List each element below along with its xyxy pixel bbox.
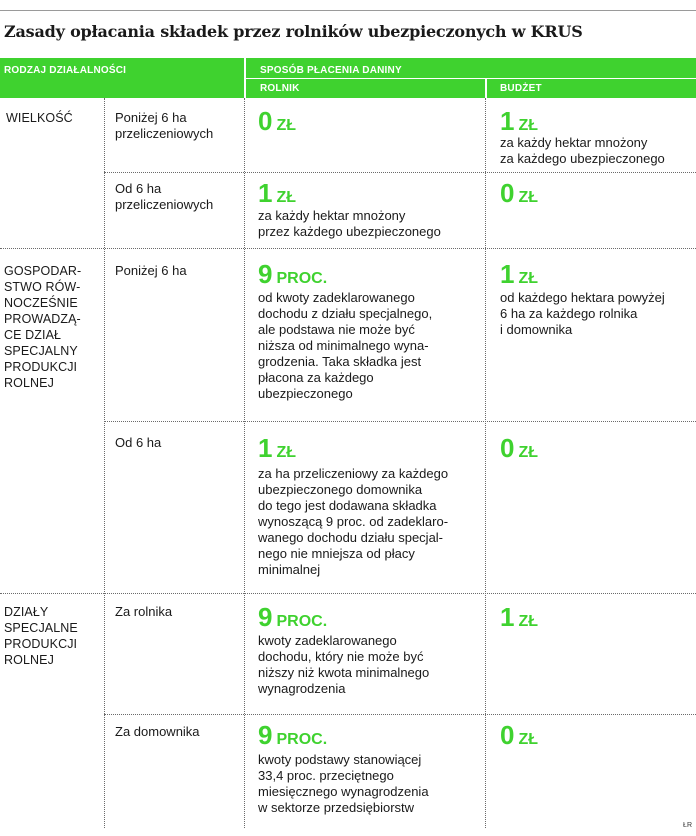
column-divider	[104, 98, 105, 828]
category-label: WIELKOŚĆ	[6, 111, 73, 125]
farmer-amount: 9 PROC.	[258, 259, 328, 289]
header-divider	[485, 78, 487, 98]
header-divider	[246, 78, 696, 79]
category-label: DZIAŁY SPECJALNE PRODUKCJI ROLNEJ	[4, 605, 78, 667]
header-budget: BUDŻET	[500, 83, 542, 94]
budget-amount: 1 ZŁ	[500, 106, 539, 136]
budget-amount: 0 ZŁ	[500, 433, 539, 463]
subcategory-label: Od 6 ha przeliczeniowych	[115, 181, 214, 212]
farmer-amount: 9 PROC.	[258, 720, 328, 750]
budget-amount: 0 ZŁ	[500, 720, 539, 750]
farmer-amount: 1 ZŁ	[258, 433, 297, 463]
header-activity: RODZAJ DZIAŁALNOŚCI	[4, 65, 127, 76]
subcategory-label: Za domownika	[115, 724, 200, 739]
page-title: Zasady opłacania składek przez rolników ubezpieczonych w KRUS	[4, 22, 583, 41]
farmer-description: kwoty podstawy stanowiącej 33,4 proc. przeciętnego miesięcznego wynagrodzenia w sektorze przedsiębiorstw	[258, 752, 429, 815]
budget-description: od każdego hektara powyżej 6 ha za każdego rolnika i domownika	[500, 290, 665, 337]
header-farmer: ROLNIK	[260, 83, 300, 94]
farmer-amount: 9 PROC.	[258, 602, 328, 632]
row-divider	[104, 714, 696, 715]
budget-description: za każdy hektar mnożony za każdego ubezpieczonego	[500, 135, 665, 166]
budget-amount: 1 ZŁ	[500, 602, 539, 632]
budget-amount: 1 ZŁ	[500, 259, 539, 289]
subcategory-label: Od 6 ha	[115, 435, 162, 450]
top-rule	[0, 10, 696, 11]
row-divider	[104, 172, 696, 173]
farmer-description: za ha przeliczeniowy za każdego ubezpieczonego domownika do tego jest dodawana składka wynoszącą 9 proc. od zadeklaro- wanego dochodu działu specjal- nego nie mniejsza od płacy minimalnej	[258, 466, 449, 577]
farmer-description: kwoty zadeklarowanego dochodu, który nie może być niższy niż kwota minimalnego wynagrodzenia	[258, 633, 430, 696]
subcategory-label: Za rolnika	[115, 604, 173, 619]
farmer-amount: 1 ZŁ	[258, 178, 297, 208]
row-divider	[0, 248, 696, 249]
farmer-description: od kwoty zadeklarowanego dochodu z działu specjalnego, ale podstawa nie może być niższa od minimalnego wyna- grodzenia. Taka składka jest płacona za każdego ubezpieczonego	[258, 290, 433, 401]
header-payment: SPOSÓB PŁACENIA DANINY	[260, 65, 402, 76]
credit: ŁR	[683, 822, 692, 829]
farmer-description: za każdy hektar mnożony przez każdego ubezpieczonego	[258, 208, 441, 239]
column-divider	[485, 98, 486, 828]
budget-amount: 0 ZŁ	[500, 178, 539, 208]
subcategory-label: Poniżej 6 ha	[115, 263, 187, 278]
row-divider	[104, 421, 696, 422]
subcategory-label: Poniżej 6 ha przeliczeniowych	[115, 110, 214, 141]
farmer-amount: 0 ZŁ	[258, 106, 297, 136]
column-divider	[244, 98, 245, 828]
row-divider	[0, 593, 696, 594]
category-label: GOSPODAR- STWO RÓW- NOCZEŚNIE PROWADZĄ- CE DZIAŁ SPECJALNY PRODUKCJI ROLNEJ	[4, 264, 82, 390]
